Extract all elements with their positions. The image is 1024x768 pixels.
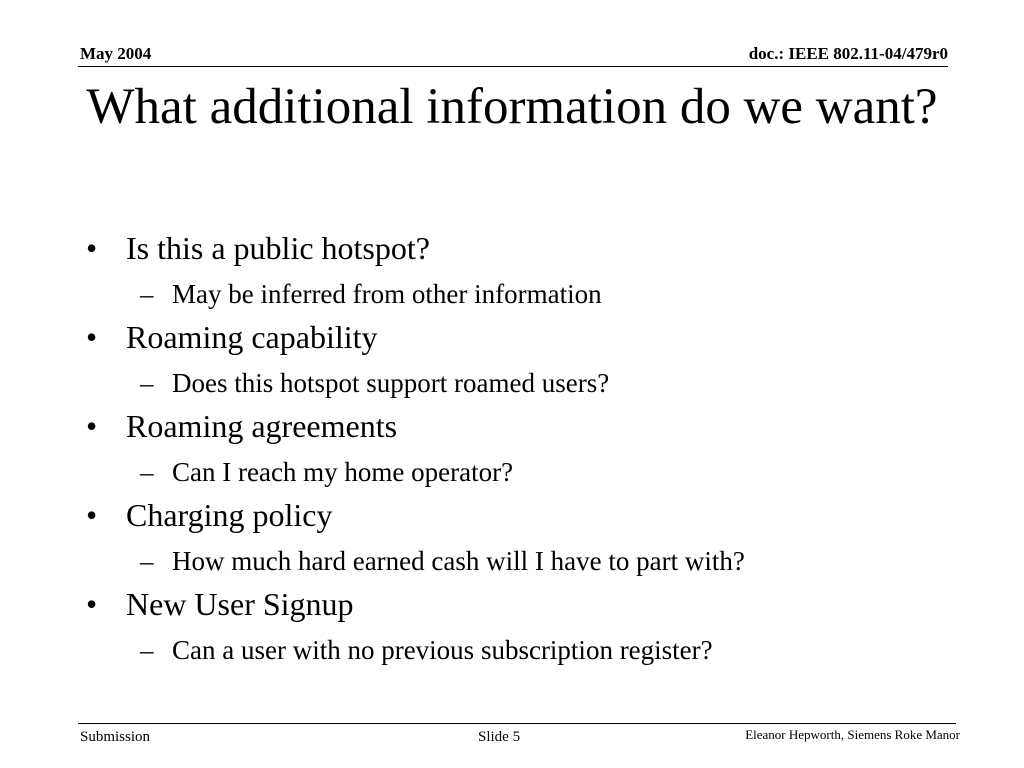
bullet-item-roaming-agreements [86, 406, 966, 446]
bullet-text: New User Signup [126, 586, 354, 622]
sub-bullet-text: How much hard earned cash will I have to part with? [172, 546, 745, 576]
bullet-item-new-user-signup [86, 584, 966, 624]
sub-bullet-text: Can I reach my home operator? [172, 457, 514, 487]
header-divider [78, 66, 948, 67]
bullet-icon: • [86, 408, 98, 444]
footer-author: Eleanor Hepworth, Siemens Roke Manor [745, 727, 960, 742]
bullet-icon: • [86, 319, 98, 355]
slide-title: What additional information do we want? [86, 79, 938, 135]
dash-icon: – [140, 546, 154, 576]
bullet-list [86, 222, 966, 670]
bullet-text: Roaming agreements [126, 408, 398, 444]
sub-bullet-item [86, 277, 966, 311]
footer-submission: Submission [80, 729, 151, 745]
bullet-item-roaming-capability [86, 317, 966, 357]
footer-divider [78, 723, 956, 724]
sub-bullet-item [86, 544, 966, 578]
footer-slide-number: Slide 5 [478, 729, 521, 745]
bullet-text: Charging policy [126, 497, 333, 533]
bullet-item-public-hotspot [86, 228, 966, 268]
bullet-text: Is this a public hotspot? [126, 230, 430, 266]
bullet-text: Roaming capability [126, 319, 378, 355]
sub-bullet-text: May be inferred from other information [172, 279, 602, 309]
bullet-icon: • [86, 497, 98, 533]
bullet-icon: • [86, 586, 98, 622]
header-date: May 2004 [80, 44, 152, 63]
sub-bullet-item [86, 455, 966, 489]
sub-bullet-item [86, 633, 966, 667]
dash-icon: – [140, 279, 154, 309]
header-doc-id: doc.: IEEE 802.11-04/479r0 [748, 44, 948, 63]
bullet-icon: • [86, 230, 98, 266]
sub-bullet-item [86, 366, 966, 400]
dash-icon: – [140, 635, 154, 665]
sub-bullet-text: Can a user with no previous subscription register? [172, 635, 713, 665]
sub-bullet-text: Does this hotspot support roamed users? [172, 368, 610, 398]
dash-icon: – [140, 368, 154, 398]
dash-icon: – [140, 457, 154, 487]
bullet-item-charging-policy [86, 495, 966, 535]
